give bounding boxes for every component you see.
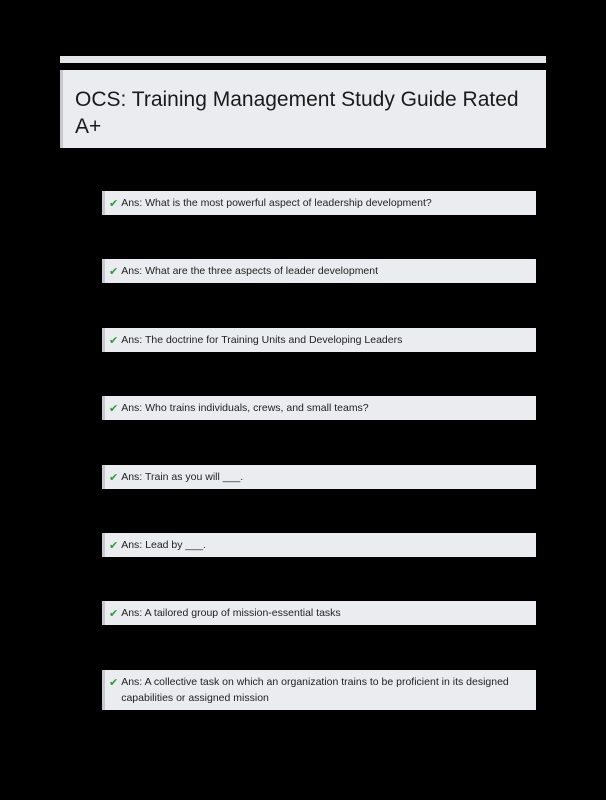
list-item [102, 328, 536, 352]
list-item-text: Ans: Who trains individuals, crews, and small teams? [121, 402, 369, 414]
check-icon: ✔ [109, 676, 119, 689]
list-item [102, 601, 536, 625]
list-item [102, 533, 536, 557]
check-icon: ✔ [109, 538, 119, 552]
title-box [60, 70, 546, 148]
check-icon: ✔ [109, 264, 119, 278]
check-icon: ✔ [109, 470, 119, 484]
list-item-text: Ans: A collective task on which an organization trains to be proficient in its designed capabilities or assigned mission [121, 676, 509, 704]
list-item-text: Ans: A tailored group of mission-essential tasks [121, 607, 341, 619]
list-item [102, 465, 536, 489]
list-item [102, 396, 536, 420]
top-divider [60, 56, 546, 63]
list-item-text: Ans: What is the most powerful aspect of leadership development? [121, 197, 432, 209]
list-item [102, 191, 536, 215]
list-item [102, 670, 536, 710]
check-icon: ✔ [109, 333, 119, 347]
list-item-text: Ans: What are the three aspects of leader development [121, 265, 379, 277]
list-item-text: Ans: Train as you will ___. [121, 471, 244, 483]
page-title: OCS: Training Management Study Guide Rated A+ [75, 88, 519, 138]
check-icon: ✔ [109, 606, 119, 620]
check-icon: ✔ [109, 401, 119, 415]
check-icon: ✔ [109, 196, 119, 210]
list-item-text: Ans: Lead by ___. [121, 539, 206, 551]
list-item [102, 259, 536, 283]
list-item-text: Ans: The doctrine for Training Units and Developing Leaders [121, 334, 403, 346]
